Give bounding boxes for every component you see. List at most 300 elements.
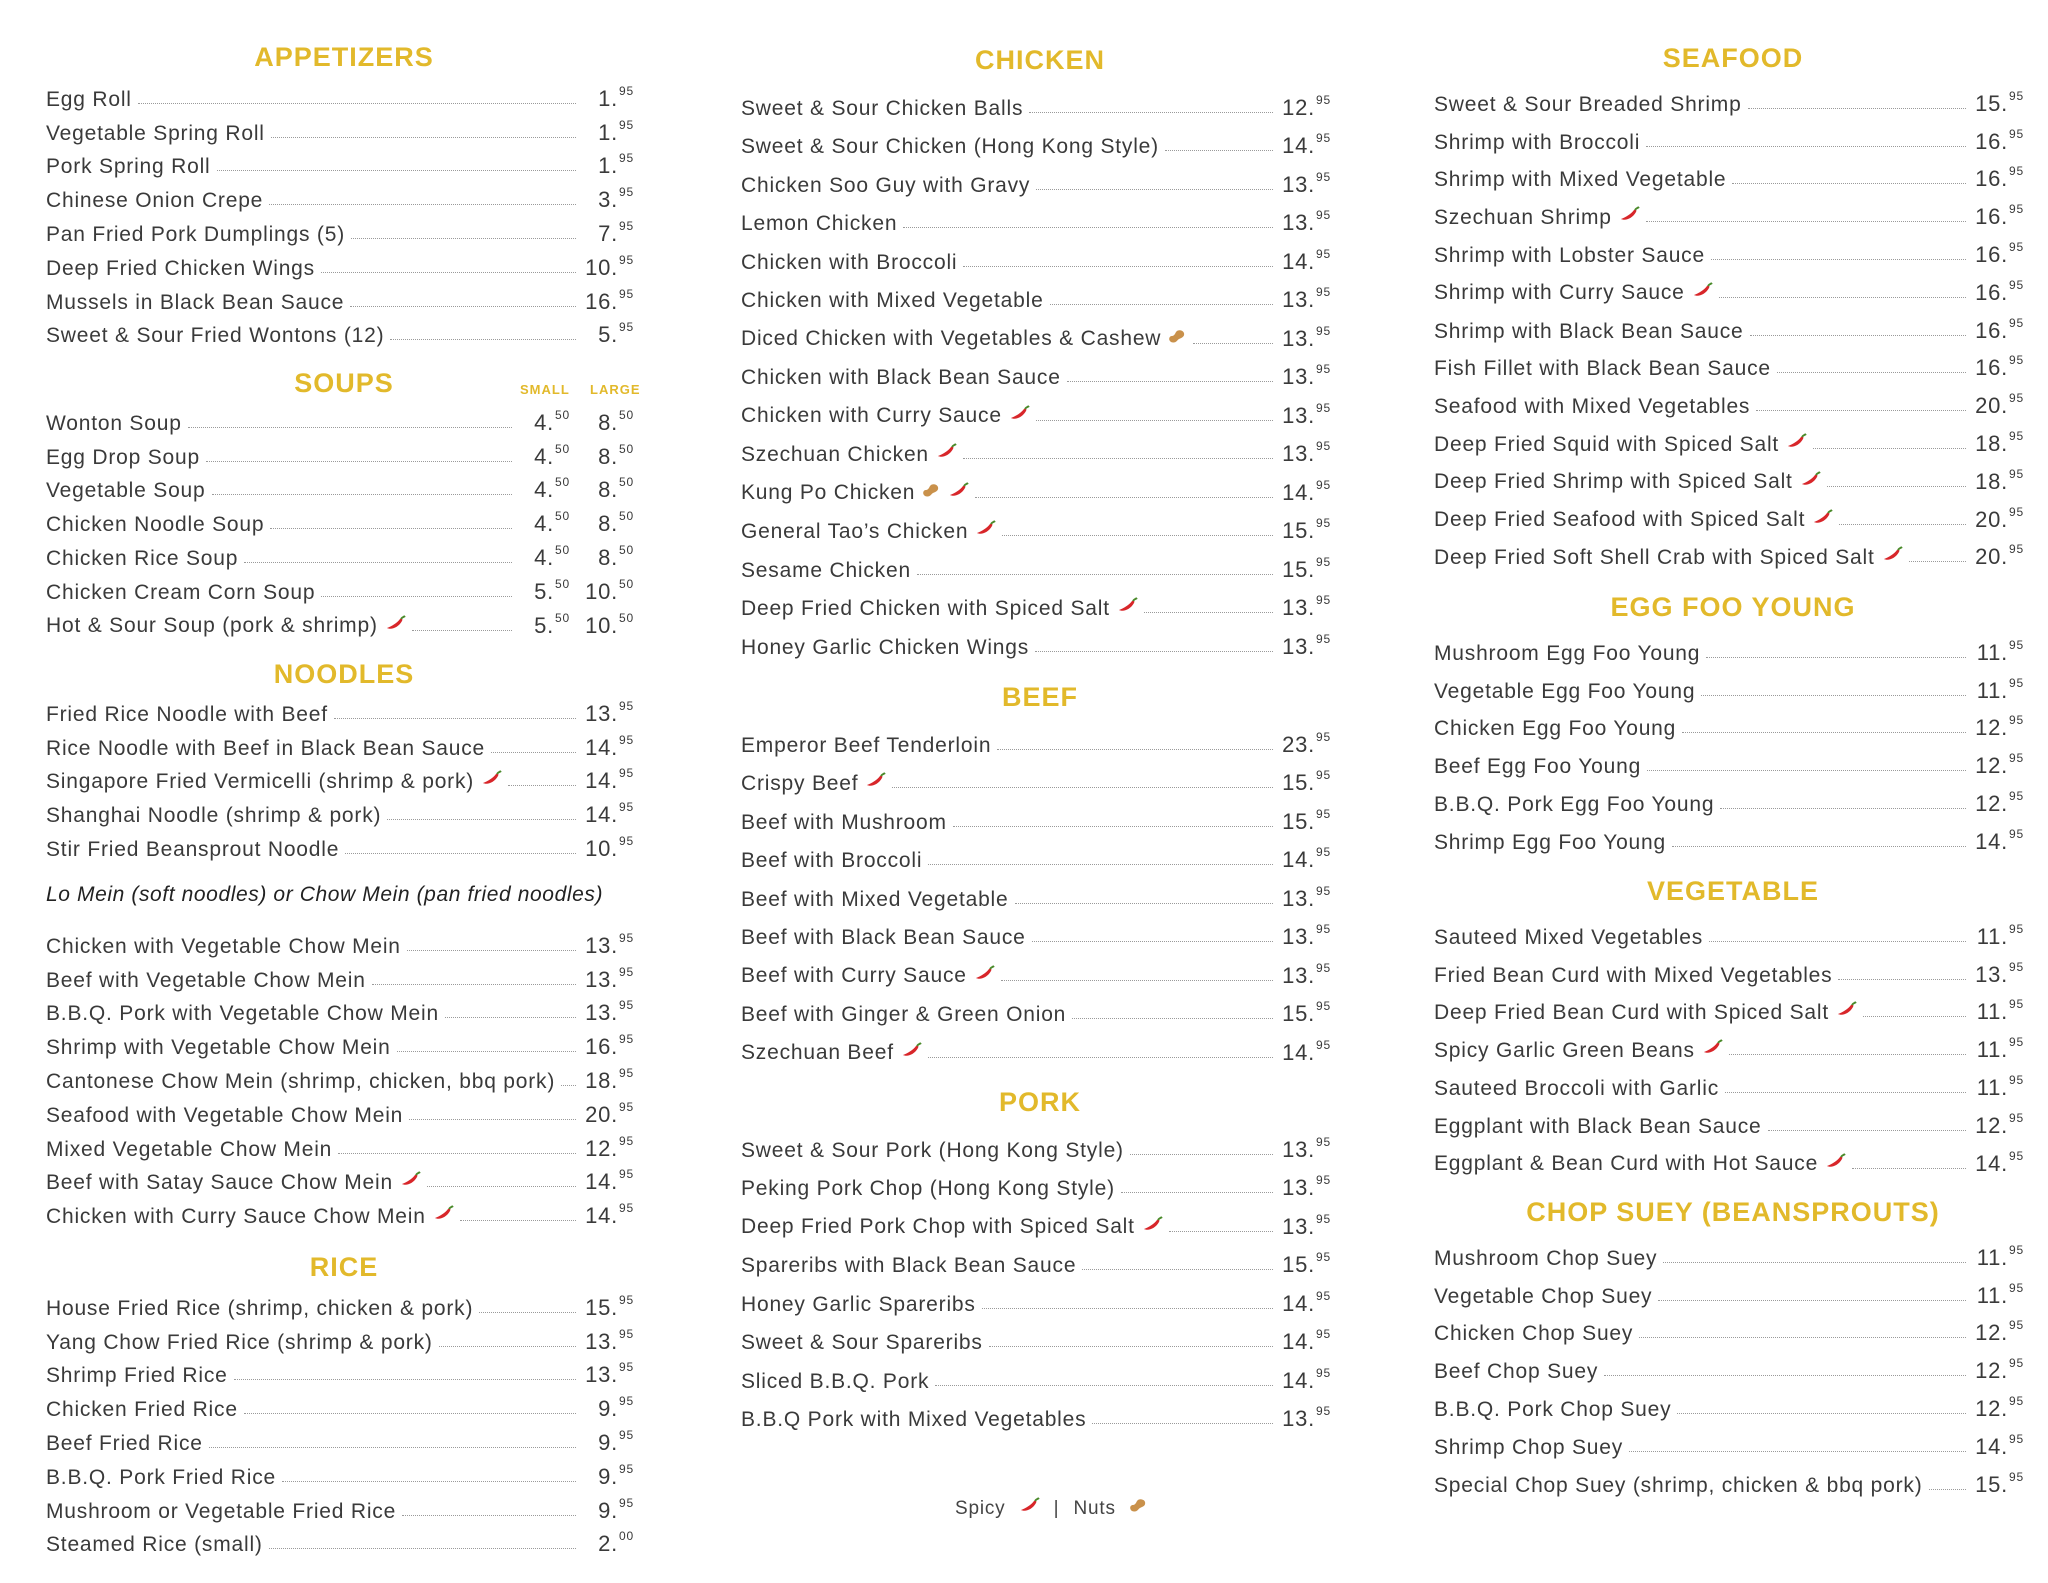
price-dollars: 13. [585, 932, 619, 958]
section-title-beef: BEEF [1001, 682, 1078, 712]
price-dollars: 1. [598, 85, 619, 111]
price-dollars: 15. [1282, 1001, 1316, 1026]
price-dollars: 13. [585, 700, 619, 726]
price-cents: 95 [2009, 997, 2024, 1012]
menu-item-name-text: Spicy Garlic Green Beans [1434, 1038, 1695, 1062]
menu-item [741, 159, 1331, 198]
menu-item-name [46, 935, 401, 959]
price-dollars: 16. [585, 288, 619, 314]
price-dollars: 15. [1282, 556, 1316, 582]
price [1279, 960, 1331, 989]
price [1279, 631, 1331, 660]
price [582, 1000, 634, 1026]
menu-item-name [46, 737, 485, 761]
price-cents: 95 [2009, 126, 2024, 141]
price [1972, 1469, 2024, 1498]
menu-item-name-text: Deep Fried Seafood with Spiced Salt [1434, 508, 1806, 532]
price-cents: 95 [2009, 713, 2024, 728]
price-dollars: 13. [1282, 402, 1316, 428]
menu-item-name [46, 88, 132, 112]
large-price-dollars: 8. [598, 544, 619, 570]
price-dollars: 12. [1975, 1358, 2009, 1384]
dot-leader [1036, 189, 1273, 190]
price-cents: 95 [1316, 1250, 1331, 1264]
price [582, 1169, 634, 1195]
price-cents: 95 [619, 83, 634, 98]
menu-item-name [46, 804, 381, 828]
dot-leader [1032, 941, 1273, 942]
price-dollars: 23. [1282, 731, 1316, 757]
menu-item-name-text: Shrimp Chop Suey [1434, 1435, 1624, 1459]
menu-item [1434, 704, 2024, 742]
price-dollars: 14. [1282, 1329, 1316, 1354]
small-price [518, 610, 570, 639]
price [1279, 364, 1331, 390]
menu-item-name [1434, 395, 1750, 419]
dot-leader [1672, 846, 1966, 847]
chili-pepper-icon [1811, 509, 1833, 533]
dot-leader [188, 427, 512, 428]
menu-item-name [1434, 508, 1833, 532]
menu-item-name [1434, 433, 1807, 457]
price-dollars: 14. [1282, 248, 1316, 274]
menu-item-name [46, 291, 344, 315]
menu-item [1434, 230, 2024, 268]
price-dollars: 16. [585, 1034, 619, 1060]
small-price-cents: 50 [555, 610, 570, 625]
dot-leader [1839, 524, 1966, 525]
menu-item-name [1434, 1115, 1762, 1139]
price-dollars: 20. [1975, 393, 2009, 419]
menu-item-name [1434, 93, 1742, 117]
dot-leader [1663, 1262, 1966, 1263]
menu-item-name [1434, 755, 1641, 779]
price-dollars: 9. [598, 1429, 619, 1455]
menu-item-name-text: Beef with Satay Sauce Chow Mein [46, 1170, 393, 1194]
price-dollars: 14. [585, 1169, 619, 1195]
price-dollars: 1. [598, 153, 619, 179]
chili-pepper-icon [974, 520, 996, 544]
menu-item [46, 247, 634, 281]
menu-item-name-text: Pork Spring Roll [46, 155, 211, 179]
menu-item-name-text: Peking Pork Chop (Hong Kong Style) [741, 1177, 1115, 1200]
price [1972, 204, 2024, 230]
small-price-cents: 50 [555, 475, 570, 490]
menu-item [1434, 533, 2024, 571]
price [1972, 393, 2024, 419]
price [582, 1099, 634, 1128]
price [582, 1531, 634, 1557]
price-dollars: 13. [1282, 364, 1316, 389]
legend-separator: | [1053, 1498, 1060, 1520]
price-dollars: 13. [1282, 1136, 1316, 1162]
price-dollars: 16. [1975, 241, 2009, 267]
price [582, 930, 634, 959]
chili-pepper-icon [1141, 1216, 1163, 1240]
menu-item-name-text: Shanghai Noodle (shrimp & pork) [46, 804, 382, 828]
menu-item-name-text: Beef Chop Suey [1434, 1360, 1599, 1384]
menu-item-name-text: Szechuan Shrimp [1434, 205, 1612, 229]
price-dollars: 10. [585, 254, 619, 280]
price-cents: 95 [2009, 504, 2024, 519]
menu-item-name [741, 481, 969, 505]
price-dollars: 5. [598, 322, 619, 348]
price-cents: 95 [2009, 1393, 2024, 1408]
menu-item [741, 719, 1331, 758]
dot-leader [439, 1346, 576, 1347]
price [1279, 400, 1331, 429]
menu-item-name [741, 1331, 983, 1355]
price-dollars: 12. [1975, 790, 2009, 816]
price [582, 117, 634, 146]
menu-item-name [741, 597, 1138, 621]
dot-leader [269, 204, 576, 205]
menu-item-name [46, 838, 339, 862]
price [582, 732, 634, 761]
menu-item-name-text: Chicken Cream Corn Soup [46, 580, 316, 604]
menu-item [741, 390, 1331, 429]
price-dollars: 13. [1975, 961, 2009, 987]
price-dollars: 12. [1975, 1320, 2009, 1346]
menu-item-name [46, 614, 406, 638]
small-price-cents: 50 [555, 509, 570, 524]
menu-item-name [46, 703, 328, 727]
menu-item-name-text: Beef with Broccoli [741, 849, 923, 872]
price-cents: 95 [619, 1427, 634, 1442]
price-cents: 95 [2009, 239, 2024, 254]
menu-item [46, 1195, 634, 1229]
menu-item-name-text: House Fried Rice (shrimp, chicken & pork) [46, 1296, 474, 1320]
chili-pepper-icon [1799, 471, 1821, 495]
menu-item-name-text: Sesame Chicken [741, 558, 911, 582]
price [1279, 1329, 1331, 1355]
section-title-noodles: NOODLES [273, 659, 415, 689]
menu-item [46, 925, 634, 959]
section-title-seafood: SEAFOOD [1662, 43, 1804, 73]
menu-item-name-text: Deep Fried Chicken Wings [46, 256, 315, 280]
dot-leader [963, 458, 1273, 459]
price-dollars: 15. [1282, 808, 1316, 834]
price [1972, 355, 2024, 381]
price-cents: 95 [619, 964, 634, 979]
price-dollars: 13. [1282, 325, 1316, 351]
menu-item-name-text: Vegetable Soup [46, 479, 206, 503]
price-dollars: 13. [585, 1362, 619, 1388]
price-cents: 95 [2009, 637, 2024, 652]
price [1279, 1175, 1331, 1201]
price-cents: 95 [2009, 277, 2024, 292]
price-cents: 95 [619, 998, 634, 1013]
menu-item-name-text: Chicken Fried Rice [46, 1398, 238, 1422]
dot-leader [975, 497, 1273, 498]
menu-item-name [1434, 1285, 1652, 1309]
price-dollars: 12. [1975, 753, 2009, 779]
soups-large-label: LARGE [590, 382, 641, 397]
menu-item-name-text: Fish Fillet with Black Bean Sauce [1434, 357, 1771, 381]
dot-leader [508, 785, 576, 786]
price-cents: 95 [619, 1360, 634, 1375]
menu-item [1434, 1346, 2024, 1384]
dot-leader [282, 1481, 576, 1482]
menu-item-name-text: Szechuan Beef [741, 1041, 894, 1065]
menu-item [46, 146, 634, 180]
dot-leader [1711, 259, 1966, 260]
price-cents: 95 [2009, 1242, 2024, 1257]
price-cents: 95 [2009, 959, 2024, 974]
price-cents: 95 [2009, 202, 2024, 217]
menu-item-name-text: Honey Garlic Chicken Wings [741, 635, 1030, 659]
menu-item-name [741, 1041, 922, 1065]
price [582, 153, 634, 179]
menu-item [741, 835, 1331, 874]
price-cents: 95 [619, 1032, 634, 1047]
dot-leader [387, 819, 576, 820]
menu-item-name [741, 1370, 929, 1394]
menu-item [46, 1456, 634, 1490]
menu-item-name [741, 734, 991, 758]
dot-leader [270, 528, 512, 529]
menu-item-name [741, 404, 1030, 428]
price-cents: 00 [619, 1529, 634, 1544]
menu-item [741, 313, 1331, 352]
menu-item-name [1434, 1398, 1671, 1422]
menu-item-name [741, 1254, 1076, 1278]
large-price-dollars: 10. [585, 612, 619, 638]
menu-item-name-text: Deep Fried Soft Shell Crab with Spiced Salt [1434, 545, 1875, 569]
dot-leader [1036, 420, 1273, 421]
menu-item [1434, 666, 2024, 704]
dot-leader [206, 461, 512, 462]
price-dollars: 9. [598, 1463, 619, 1489]
dot-leader [1193, 343, 1273, 344]
price-cents: 95 [1316, 554, 1331, 569]
large-price-dollars: 8. [598, 511, 619, 537]
menu-item-name [1434, 470, 1821, 494]
section-title-soups: SOUPS [294, 368, 394, 398]
menu-item-name-text: Special Chop Suey (shrimp, chicken & bbq pork) [1434, 1473, 1923, 1497]
price-dollars: 7. [598, 220, 619, 246]
menu-item-name-text: Beef with Mixed Vegetable [741, 887, 1009, 911]
price [582, 802, 634, 828]
menu-item-name [46, 581, 315, 605]
menu-item-name-text: Shrimp with Black Bean Sauce [1434, 319, 1744, 343]
price [582, 83, 634, 112]
price-dollars: 11. [1976, 1282, 2009, 1308]
menu-item-name-text: Chicken with Mixed Vegetable [741, 289, 1044, 312]
price-cents: 95 [1316, 1365, 1331, 1380]
price-dollars: 13. [1282, 1175, 1316, 1200]
menu-item-name [741, 1177, 1115, 1201]
menu-item-name [741, 289, 1044, 313]
menu-item-name-text: Sauteed Broccoli with Garlic [1434, 1076, 1720, 1100]
dot-leader [1827, 486, 1966, 487]
price-cents: 95 [619, 218, 634, 233]
price-dollars: 3. [598, 187, 619, 213]
price-dollars: 2. [598, 1531, 619, 1557]
price-cents: 95 [1316, 1327, 1331, 1341]
dot-leader [1729, 1054, 1966, 1055]
menu-item [46, 1388, 634, 1422]
price-cents: 95 [1316, 1173, 1331, 1187]
price [1279, 1365, 1331, 1394]
menu-item-name-text: Crispy Beef [741, 771, 859, 795]
menu-item-name-text: Cantonese Chow Mein (shrimp, chicken, bbq pork) [46, 1069, 556, 1093]
price [1972, 428, 2024, 457]
menu-item-name [46, 1466, 276, 1490]
price [1972, 315, 2024, 344]
small-price-dollars: 5. [534, 612, 555, 638]
price [1972, 1280, 2024, 1309]
menu-item [741, 758, 1331, 797]
menu-item-name [1434, 717, 1676, 741]
menu-item [46, 402, 634, 436]
price-cents: 95 [1316, 1037, 1331, 1052]
price-cents: 95 [619, 252, 634, 267]
menu-item-name [1434, 1436, 1623, 1460]
price-cents: 95 [1316, 593, 1331, 607]
menu-item [741, 467, 1331, 506]
menu-item [46, 315, 634, 349]
menu-item-name-text: Deep Fried Bean Curd with Spiced Salt [1434, 1000, 1829, 1024]
dot-leader [1748, 108, 1966, 109]
chili-pepper-icon [384, 615, 406, 639]
price-dollars: 14. [1282, 1039, 1316, 1065]
beef-list [741, 719, 1331, 1066]
dot-leader [1121, 1192, 1273, 1193]
icon-legend [955, 1497, 1148, 1521]
price-cents: 95 [619, 117, 634, 132]
menu-item [741, 352, 1331, 391]
menu-item-name [46, 1331, 433, 1355]
dot-leader [445, 1017, 576, 1018]
price-dollars: 11. [1976, 999, 2009, 1025]
menu-item-name [741, 772, 886, 796]
dot-leader [209, 1447, 576, 1448]
menu-item-name-text: Chicken Chop Suey [1434, 1322, 1634, 1346]
price [1972, 466, 2024, 495]
menu-item-name [1434, 964, 1832, 988]
menu-item-name [741, 366, 1061, 390]
menu-item-name-text: Beef with Ginger & Green Onion [741, 1003, 1067, 1026]
menu-item-name [46, 122, 265, 146]
menu-item [46, 213, 634, 247]
menu-item-name [741, 1215, 1163, 1239]
menu-item [1434, 1271, 2024, 1309]
menu-item-name-text: Chicken with Curry Sauce Chow Mein [46, 1204, 426, 1228]
section-title-rice: RICE [309, 1252, 379, 1282]
menu-item [1434, 495, 2024, 533]
price-cents: 95 [2009, 1318, 2024, 1333]
menu-item [1434, 1460, 2024, 1498]
price-cents: 95 [1316, 729, 1331, 744]
price-dollars: 14. [1975, 1433, 2009, 1459]
price [582, 1362, 634, 1388]
price-cents: 95 [619, 1292, 634, 1307]
menu-item-name-text: Mushroom or Vegetable Fried Rice [46, 1499, 397, 1523]
menu-item [741, 989, 1331, 1028]
price-cents: 95 [2009, 1110, 2024, 1125]
menu-item-name [741, 636, 1029, 660]
price-dollars: 13. [1282, 924, 1316, 949]
menu-item [741, 1355, 1331, 1394]
dot-leader [138, 103, 576, 104]
chili-pepper-icon [1691, 282, 1713, 306]
menu-item-name [741, 1003, 1066, 1027]
dot-leader [1082, 1269, 1273, 1270]
price-cents: 95 [1316, 845, 1331, 859]
dot-leader [372, 984, 576, 985]
menu-item-name [46, 223, 345, 247]
large-price-cents: 50 [619, 407, 634, 422]
price-dollars: 15. [1282, 518, 1316, 543]
menu-item-name-text: Chicken Noodle Soup [46, 513, 265, 537]
menu-item-name [741, 251, 957, 275]
small-price-dollars: 4. [534, 511, 555, 537]
dot-leader [1756, 410, 1966, 411]
menu-item-name [1434, 546, 1903, 570]
price-cents: 95 [2009, 1035, 2024, 1050]
menu-item-name-text: Shrimp with Mixed Vegetable [1434, 168, 1727, 192]
menu-item-name-text: Mussels in Black Bean Sauce [46, 290, 345, 314]
price-cents: 95 [2009, 675, 2024, 690]
dot-leader [345, 853, 576, 854]
menu-item [741, 873, 1331, 912]
menu-item-name-text: Beef Fried Rice [46, 1431, 203, 1455]
price-cents: 95 [619, 1461, 634, 1476]
price [1279, 770, 1331, 796]
menu-item [46, 436, 634, 470]
price [1972, 504, 2024, 533]
menu-item [46, 1490, 634, 1524]
seafood-list [1434, 79, 2024, 570]
price-cents: 95 [619, 320, 634, 335]
price [1972, 675, 2024, 704]
price [1972, 1431, 2024, 1460]
price [582, 1292, 634, 1321]
price-cents: 95 [619, 1326, 634, 1341]
price [582, 286, 634, 315]
menu-item-name [1434, 131, 1640, 155]
menu-item [741, 429, 1331, 468]
menu-item-name [741, 443, 957, 467]
dot-leader [407, 950, 576, 951]
section-title-pork: PORK [998, 1087, 1081, 1117]
menu-item-name-text: Sweet & Sour Pork (Hong Kong Style) [741, 1138, 1124, 1162]
menu-item-name [1434, 1247, 1657, 1271]
price [582, 768, 634, 794]
menu-item-name-text: Beef with Curry Sauce [741, 964, 967, 988]
price [1972, 277, 2024, 306]
price [582, 252, 634, 281]
menu-item-name [1434, 1077, 1719, 1101]
chili-pepper-icon [947, 482, 969, 506]
menu-item-name [46, 1138, 332, 1162]
menu-item-name [741, 849, 922, 873]
price-dollars: 13. [1282, 962, 1316, 988]
menu-item-name [46, 412, 182, 436]
large-price-cents: 50 [619, 441, 634, 456]
menu-item-name [46, 1104, 403, 1128]
legend-spicy-label: Spicy [955, 1498, 1006, 1520]
price-cents: 95 [619, 833, 634, 848]
menu-item [1434, 306, 2024, 344]
menu-item [1434, 988, 2024, 1026]
price [582, 322, 634, 348]
menu-item [1434, 1384, 2024, 1422]
dot-leader [1646, 221, 1966, 222]
menu-item-name-text: Szechuan Chicken [741, 442, 929, 466]
section-title-egg-foo-young: EGG FOO YOUNG [1610, 592, 1856, 622]
